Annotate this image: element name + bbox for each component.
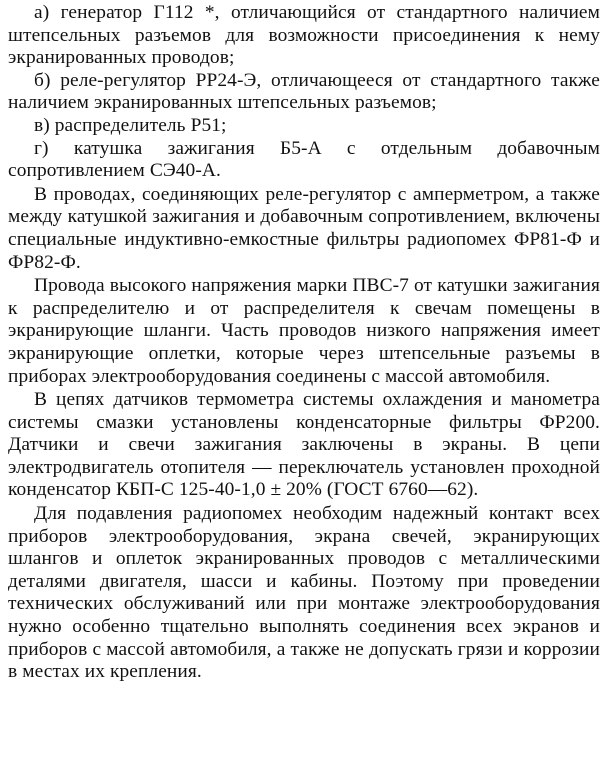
- list-item-a: а) генератор Г112 *, отличающийся от стандартного наличием штепсельных разъемов для возможности присоединения к нему экранированных проводов;: [8, 2, 600, 69]
- list-item-b: б) реле-регулятор РР24-Э, отличающееся от стандартного также наличием экранированных штепсельных разъемов;: [8, 69, 600, 114]
- paragraph-filters: В проводах, соединяющих реле-регулятор с амперметром, а также между катушкой зажигания и добавочным сопротивлением, включены специальные индуктивно-емкостные фильтры радиопомех ФР81-Ф и ФР82-Ф.: [8, 183, 600, 273]
- list-item-d: г) катушка зажигания Б5-А с отдельным добавочным сопротивлением СЭ40-А.: [8, 137, 600, 182]
- document-page: [8, 2, 600, 770]
- paragraph-suppression-contact: Для подавления радиопомех необходим надежный контакт всех приборов электрооборудования, экрана свечей, экранирующих шлангов и оплеток экранированных проводов с металлическими деталями двигателя, шасси и кабины. Поэтому при проведении технических обслуживаний или при монтаже электрооборудования нужно особенно тщательно выполнять соединения всех экранов и приборов с массой автомобиля, а также не допускать грязи и коррозии в местах их крепления.: [8, 503, 600, 683]
- paragraph-high-voltage-wires: Провода высокого напряжения марки ПВС-7 от катушки зажигания к распределителю и от распределителя к свечам помещены в экранирующие шланги. Часть проводов низкого напряжения имеет экранирующие оплетки, которые через штепсельные разъемы в приборах электрооборудования соединены с массой автомобиля.: [8, 275, 600, 387]
- list-item-c: в) распределитель Р51;: [34, 114, 227, 136]
- paragraph-sensor-circuits: В цепях датчиков термометра системы охлаждения и манометра системы смазки установлены конденсаторные фильтры ФР200. Датчики и свечи зажигания заключены в экраны. В цепи электродвигатель отопителя — переключатель установлен проходной конденсатор КБП-С 125-40-1,0 ± 20% (ГОСТ 6760—62).: [8, 389, 600, 501]
